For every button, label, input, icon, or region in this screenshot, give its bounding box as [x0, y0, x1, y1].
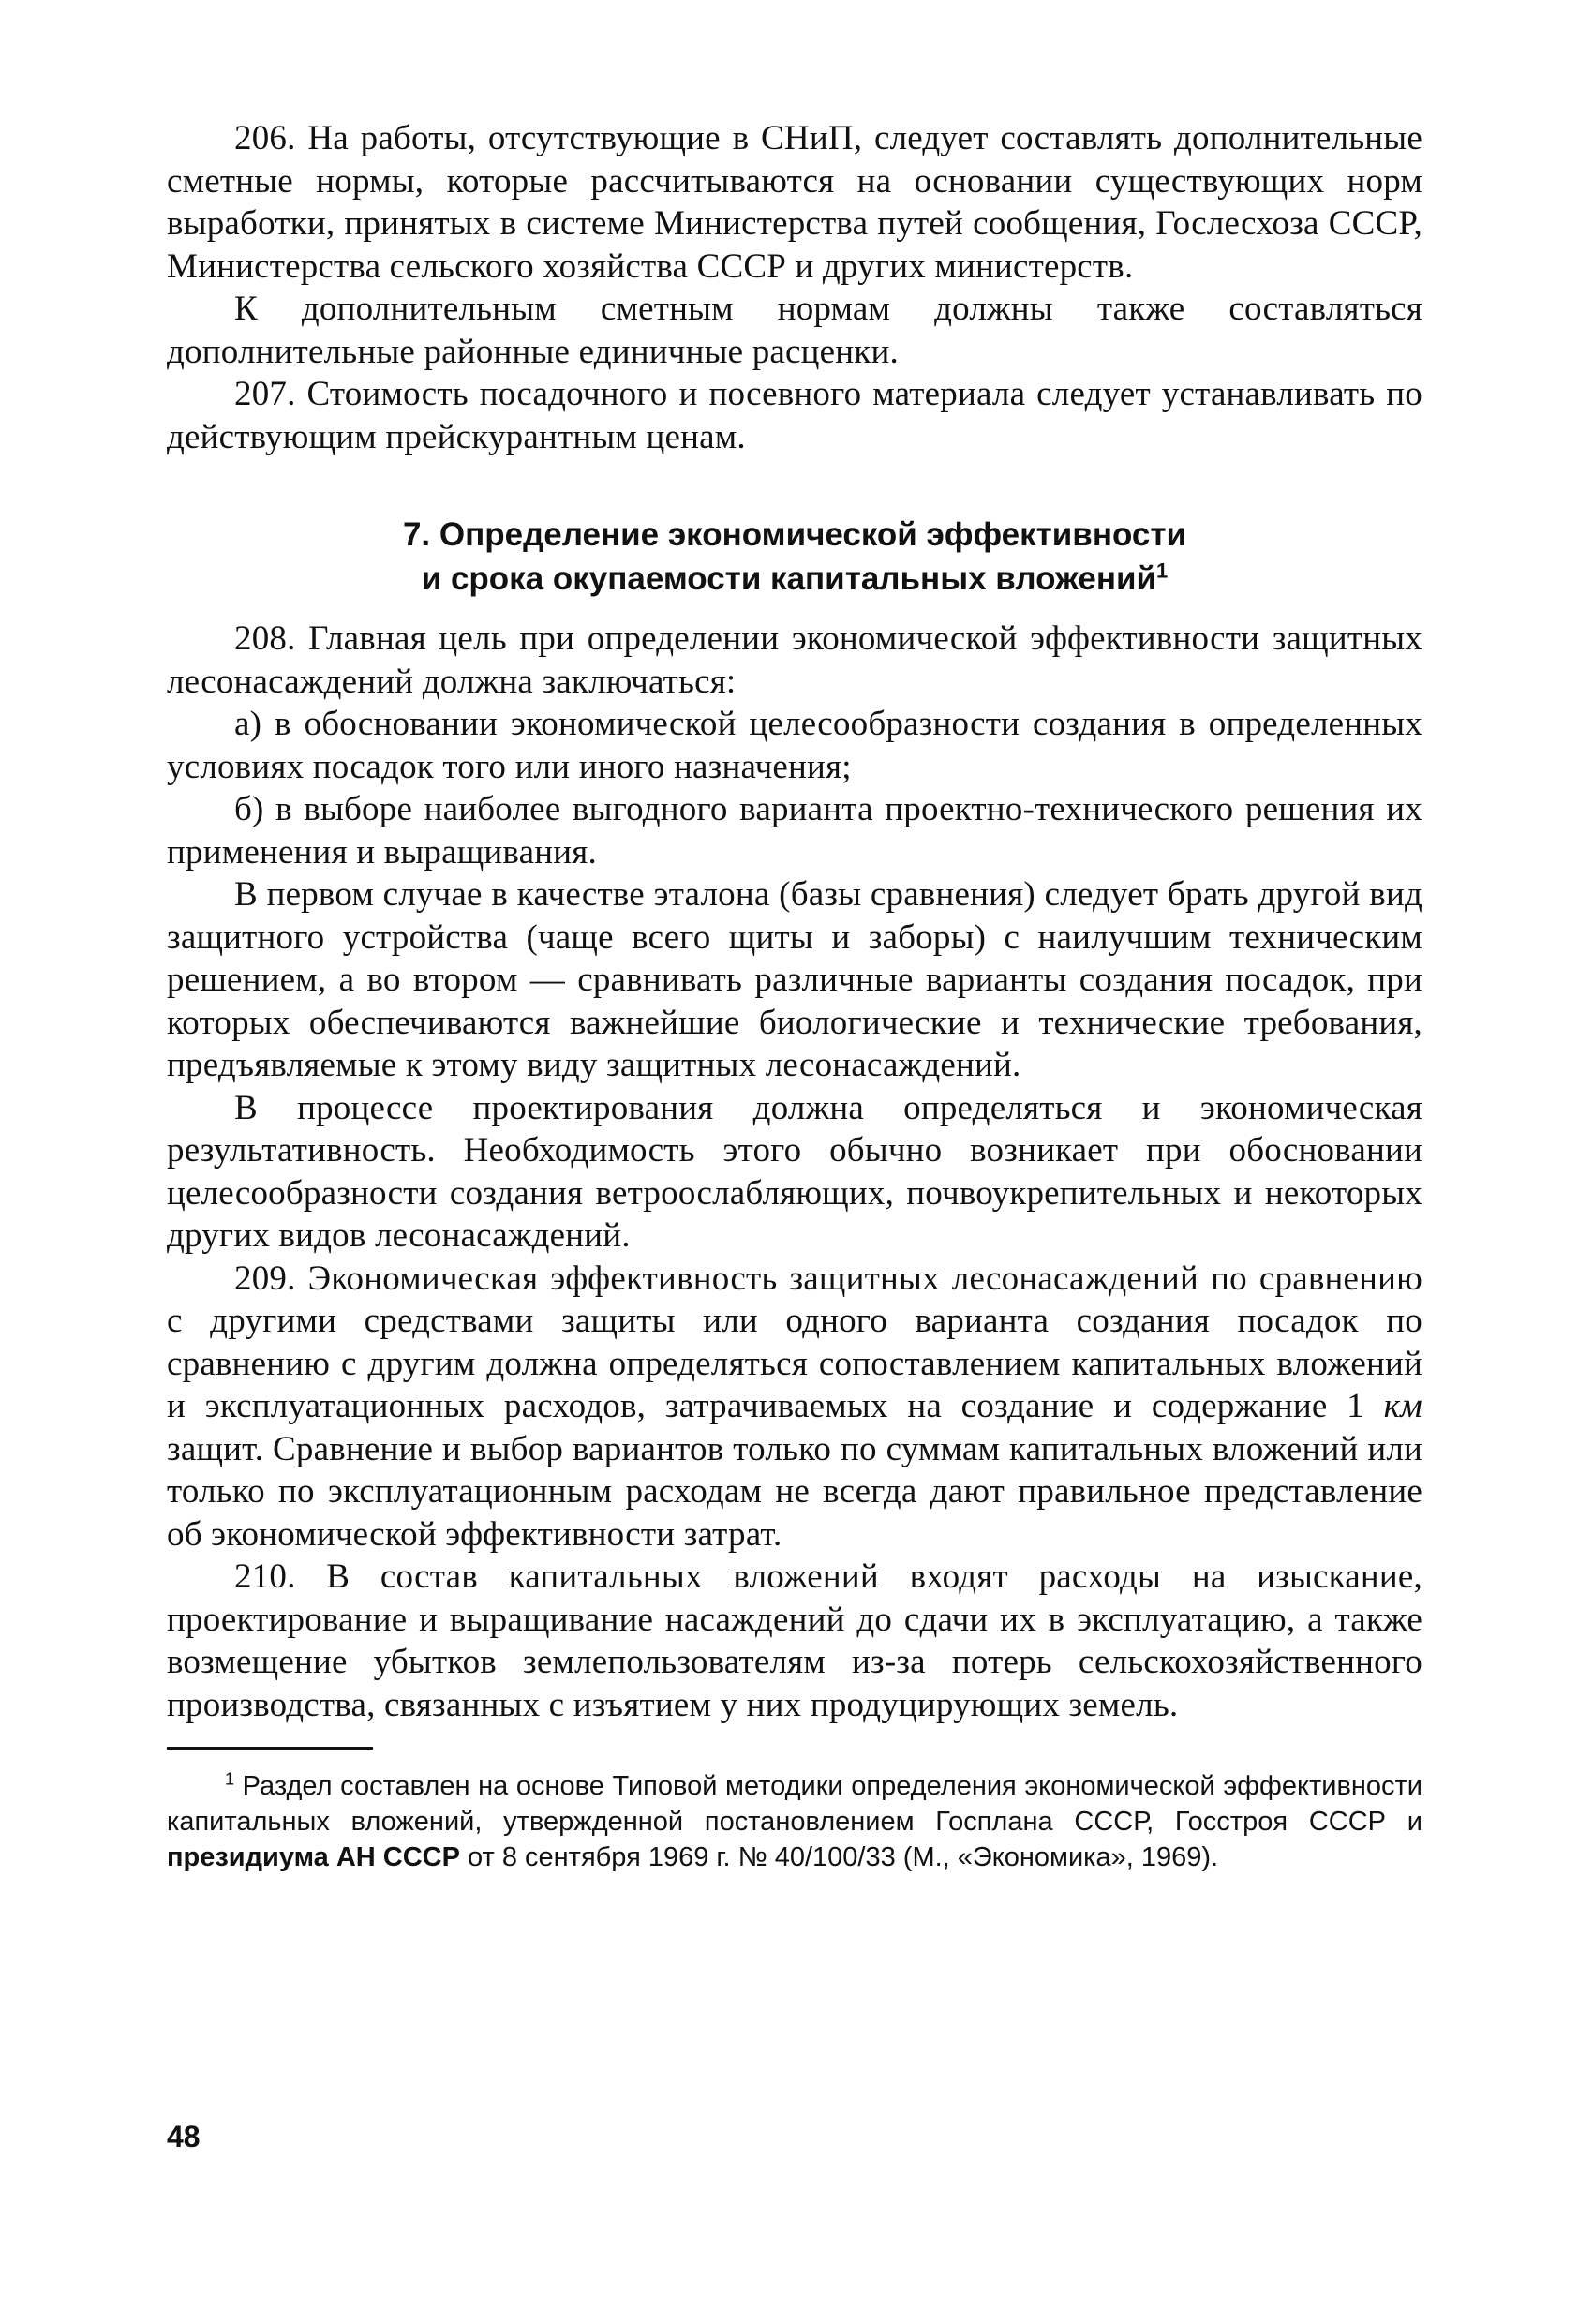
paragraph-208: 208. Главная цель при определении экономической эффективности защитных лесонасаждений должна заключаться:	[167, 619, 1422, 701]
paragraph-210: 210. В состав капитальных вложений входят расходы на изыскание, проектирование и выращивание насаждений до сдачи их в эксплуатацию, а также возмещение убытков землепользователям из-за потерь сельскохозяйственного производства, связанных с изъятием у них продуцирующих земель.	[167, 1557, 1422, 1724]
paragraph-design-process: В процессе проектирования должна определяться и экономическая результативность. Необходимость этого обычно возникает при обосновании целесообразности создания ветроослабляющих, почвоукрепительных и некоторых других видов лесонасаждений.	[167, 1088, 1422, 1255]
paragraph-208-a: а) в обосновании экономической целесообразности создания в определенных условиях посадок того или иного назначения;	[167, 705, 1422, 786]
footnote-text-1: Раздел составлен на основе Типовой методики определения экономической эффективности капитальных вложений, утвержденной постановлением Госплана СССР, Госстроя СССР и	[167, 1771, 1422, 1837]
footnote-text-2: от 8 сентября 1969 г. № 40/100/33 (М., «Экономика», 1969).	[459, 1842, 1219, 1872]
footnote-text-bold: президиума АН СССР	[167, 1842, 460, 1872]
paragraph-additional-rates: К дополнительным сметным нормам должны также составляться дополнительные районные единичные расценки.	[167, 290, 1422, 371]
section-heading-line-1: 7. Определение экономической эффективности	[402, 516, 1187, 553]
paragraph-206: 206. На работы, отсутствующие в СНиП, следует составлять дополнительные сметные нормы, которые рассчитываются на основании существующих норм выработки, принятых в системе Министерства путей сообщения, Гослесхоза СССР, Министерства сельского хозяйства СССР и других министерств.	[167, 119, 1422, 286]
page-body	[167, 117, 1422, 1875]
paragraph-209	[167, 1258, 1422, 1557]
section-heading-line-2-text: и срока окупаемости капитальных вложений	[421, 560, 1157, 597]
paragraph-first-case: В первом случае в качестве эталона (базы сравнения) следует брать другой вид защитного устройства (чаще всего щиты и заборы) с наилучшим техническим решением, а во втором — сравнивать различные варианты создания посадок, при которых обеспечиваются важнейшие биологические и технические требования, предъявляемые к этому виду защитных лесонасаждений.	[167, 875, 1422, 1084]
paragraph-208-b: б) в выборе наиболее выгодного варианта проектно-технического решения их применения и выращивания.	[167, 790, 1422, 872]
footnote-divider	[167, 1747, 373, 1750]
section-heading-line-2	[167, 557, 1422, 601]
unit-km: км	[1383, 1387, 1422, 1425]
footnote-mark: 1	[225, 1769, 235, 1789]
section-footnote-mark: 1	[1156, 559, 1169, 583]
paragraph-209-part-1: 209. Экономическая эффективность защитных лесонасаждений по сравнению с другими средствами защиты или одного варианта создания посадок по сравнению с другим должна определяться сопоставлением капитальных вложений и эксплуатационных расходов, затрачиваемых на создание и содержание 1	[167, 1259, 1422, 1425]
footnote	[167, 1768, 1422, 1875]
paragraph-209-part-2: защит. Сравнение и выбор вариантов только по суммам капитальных вложений или только по эксплуатационным расходам не всегда дают правильное представление об экономической эффективности затрат.	[167, 1429, 1422, 1554]
paragraph-207: 207. Стоимость посадочного и посевного материала следует устанавливать по действующим прейскурантным ценам.	[167, 375, 1422, 456]
page-number: 48	[167, 2120, 201, 2153]
section-heading	[167, 513, 1422, 601]
